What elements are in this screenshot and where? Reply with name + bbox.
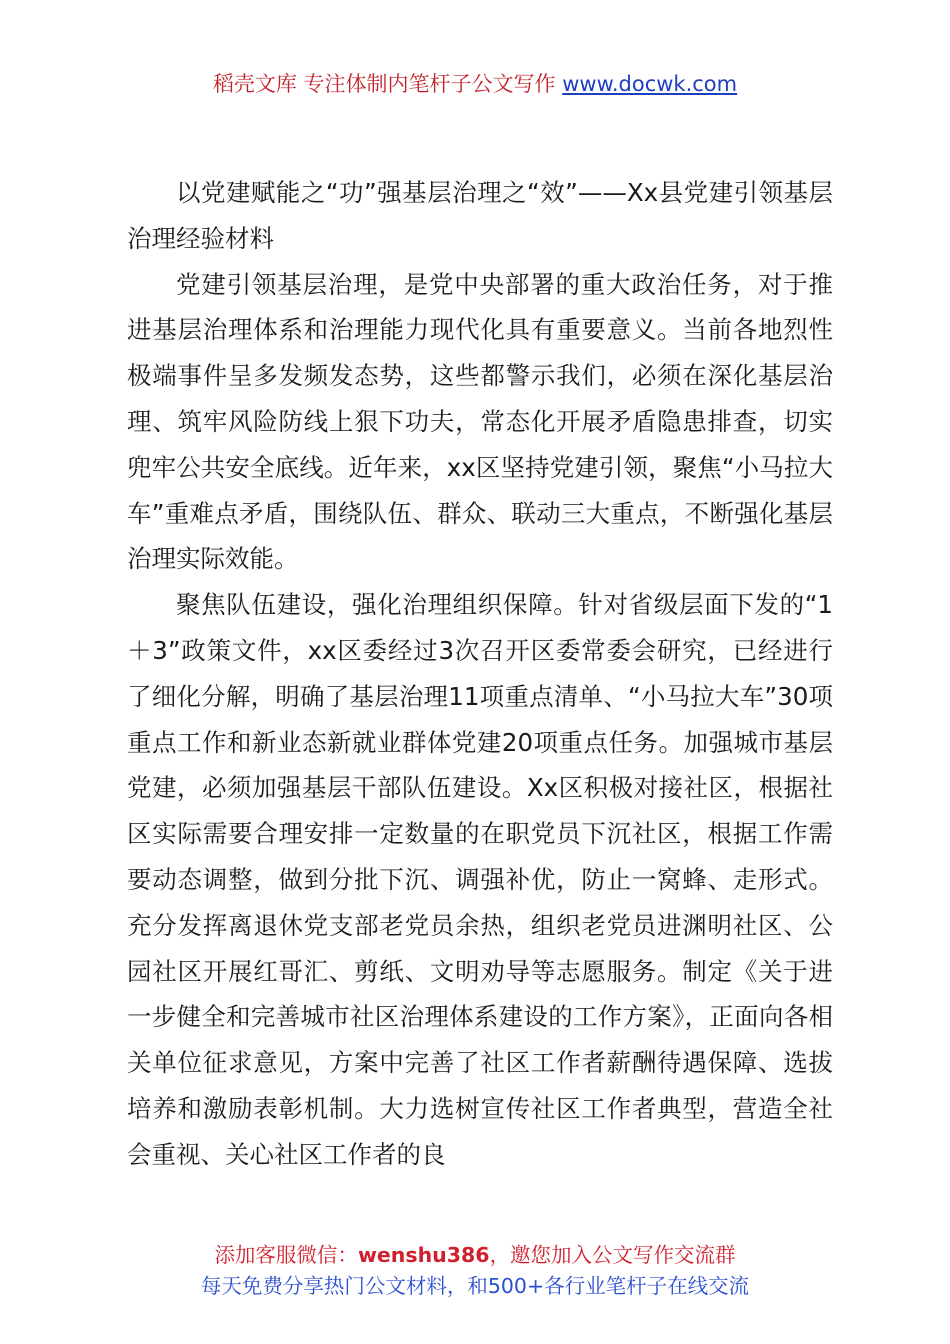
footer-contact-prefix: 添加客服微信： [214, 1243, 358, 1267]
page-header [0, 70, 950, 98]
footer-contact-suffix: ，邀您加入公文写作交流群 [489, 1243, 736, 1267]
paragraph-team-building: 聚焦队伍建设，强化治理组织保障。针对省级层面下发的“1＋3”政策文件，xx区委经过3次召开区委常委会研究，已经进行了细化分解，明确了基层治理11项重点清单、“小马拉大车”30项重点工作和新业态新就业群体党建20项重点任务。加强城市基层党建，必须加强基层干部队伍建设。Xx区积极对接社区，根据社区实际需要合理安排一定数量的在职党员下沉社区，根据工作需要动态调整，做到分批下沉、调强补优，防止一窝蜂、走形式。充分发挥离退休党支部老党员余热，组织老党员进渊明社区、公园社区开展红哥汇、剪纸、文明劝导等志愿服务。制定《关于进一步健全和完善城市社区治理体系建设的工作方案》，正面向各相关单位征求意见，方案中完善了社区工作者薪酬待遇保障、选拔培养和激励表彰机制。大力选树宣传社区工作者典型，营造全社会重视、关心社区工作者的良 [127, 590, 833, 1169]
document-title: 以党建赋能之“功”强基层治理之“效”——Xx县党建引领基层治理经验材料 [127, 178, 833, 253]
footer-contact-line [0, 1240, 950, 1271]
document-body [127, 170, 833, 1178]
wechat-id: wenshu386 [357, 1243, 490, 1267]
footer-promo-line: 每天免费分享热门公文材料，和500+各行业笔杆子在线交流 [200, 1274, 750, 1298]
paragraph-intro: 党建引领基层治理，是党中央部署的重大政治任务，对于推进基层治理体系和治理能力现代化具有重要意义。当前各地烈性极端事件呈多发频发态势，这些都警示我们，必须在深化基层治理、筑牢风险防线上狠下功夫，常态化开展矛盾隐患排查，切实兜牢公共安全底线。近年来，xx区坚持党建引领，聚焦“小马拉大车”重难点矛盾，围绕队伍、群众、联动三大重点，不断强化基层治理实际效能。 [127, 269, 833, 574]
site-name: 稻壳文库 专注体制内笔杆子公文写作 [212, 72, 556, 96]
site-url-link[interactable]: www.docwk.com [562, 72, 738, 96]
page-footer [0, 1240, 950, 1302]
